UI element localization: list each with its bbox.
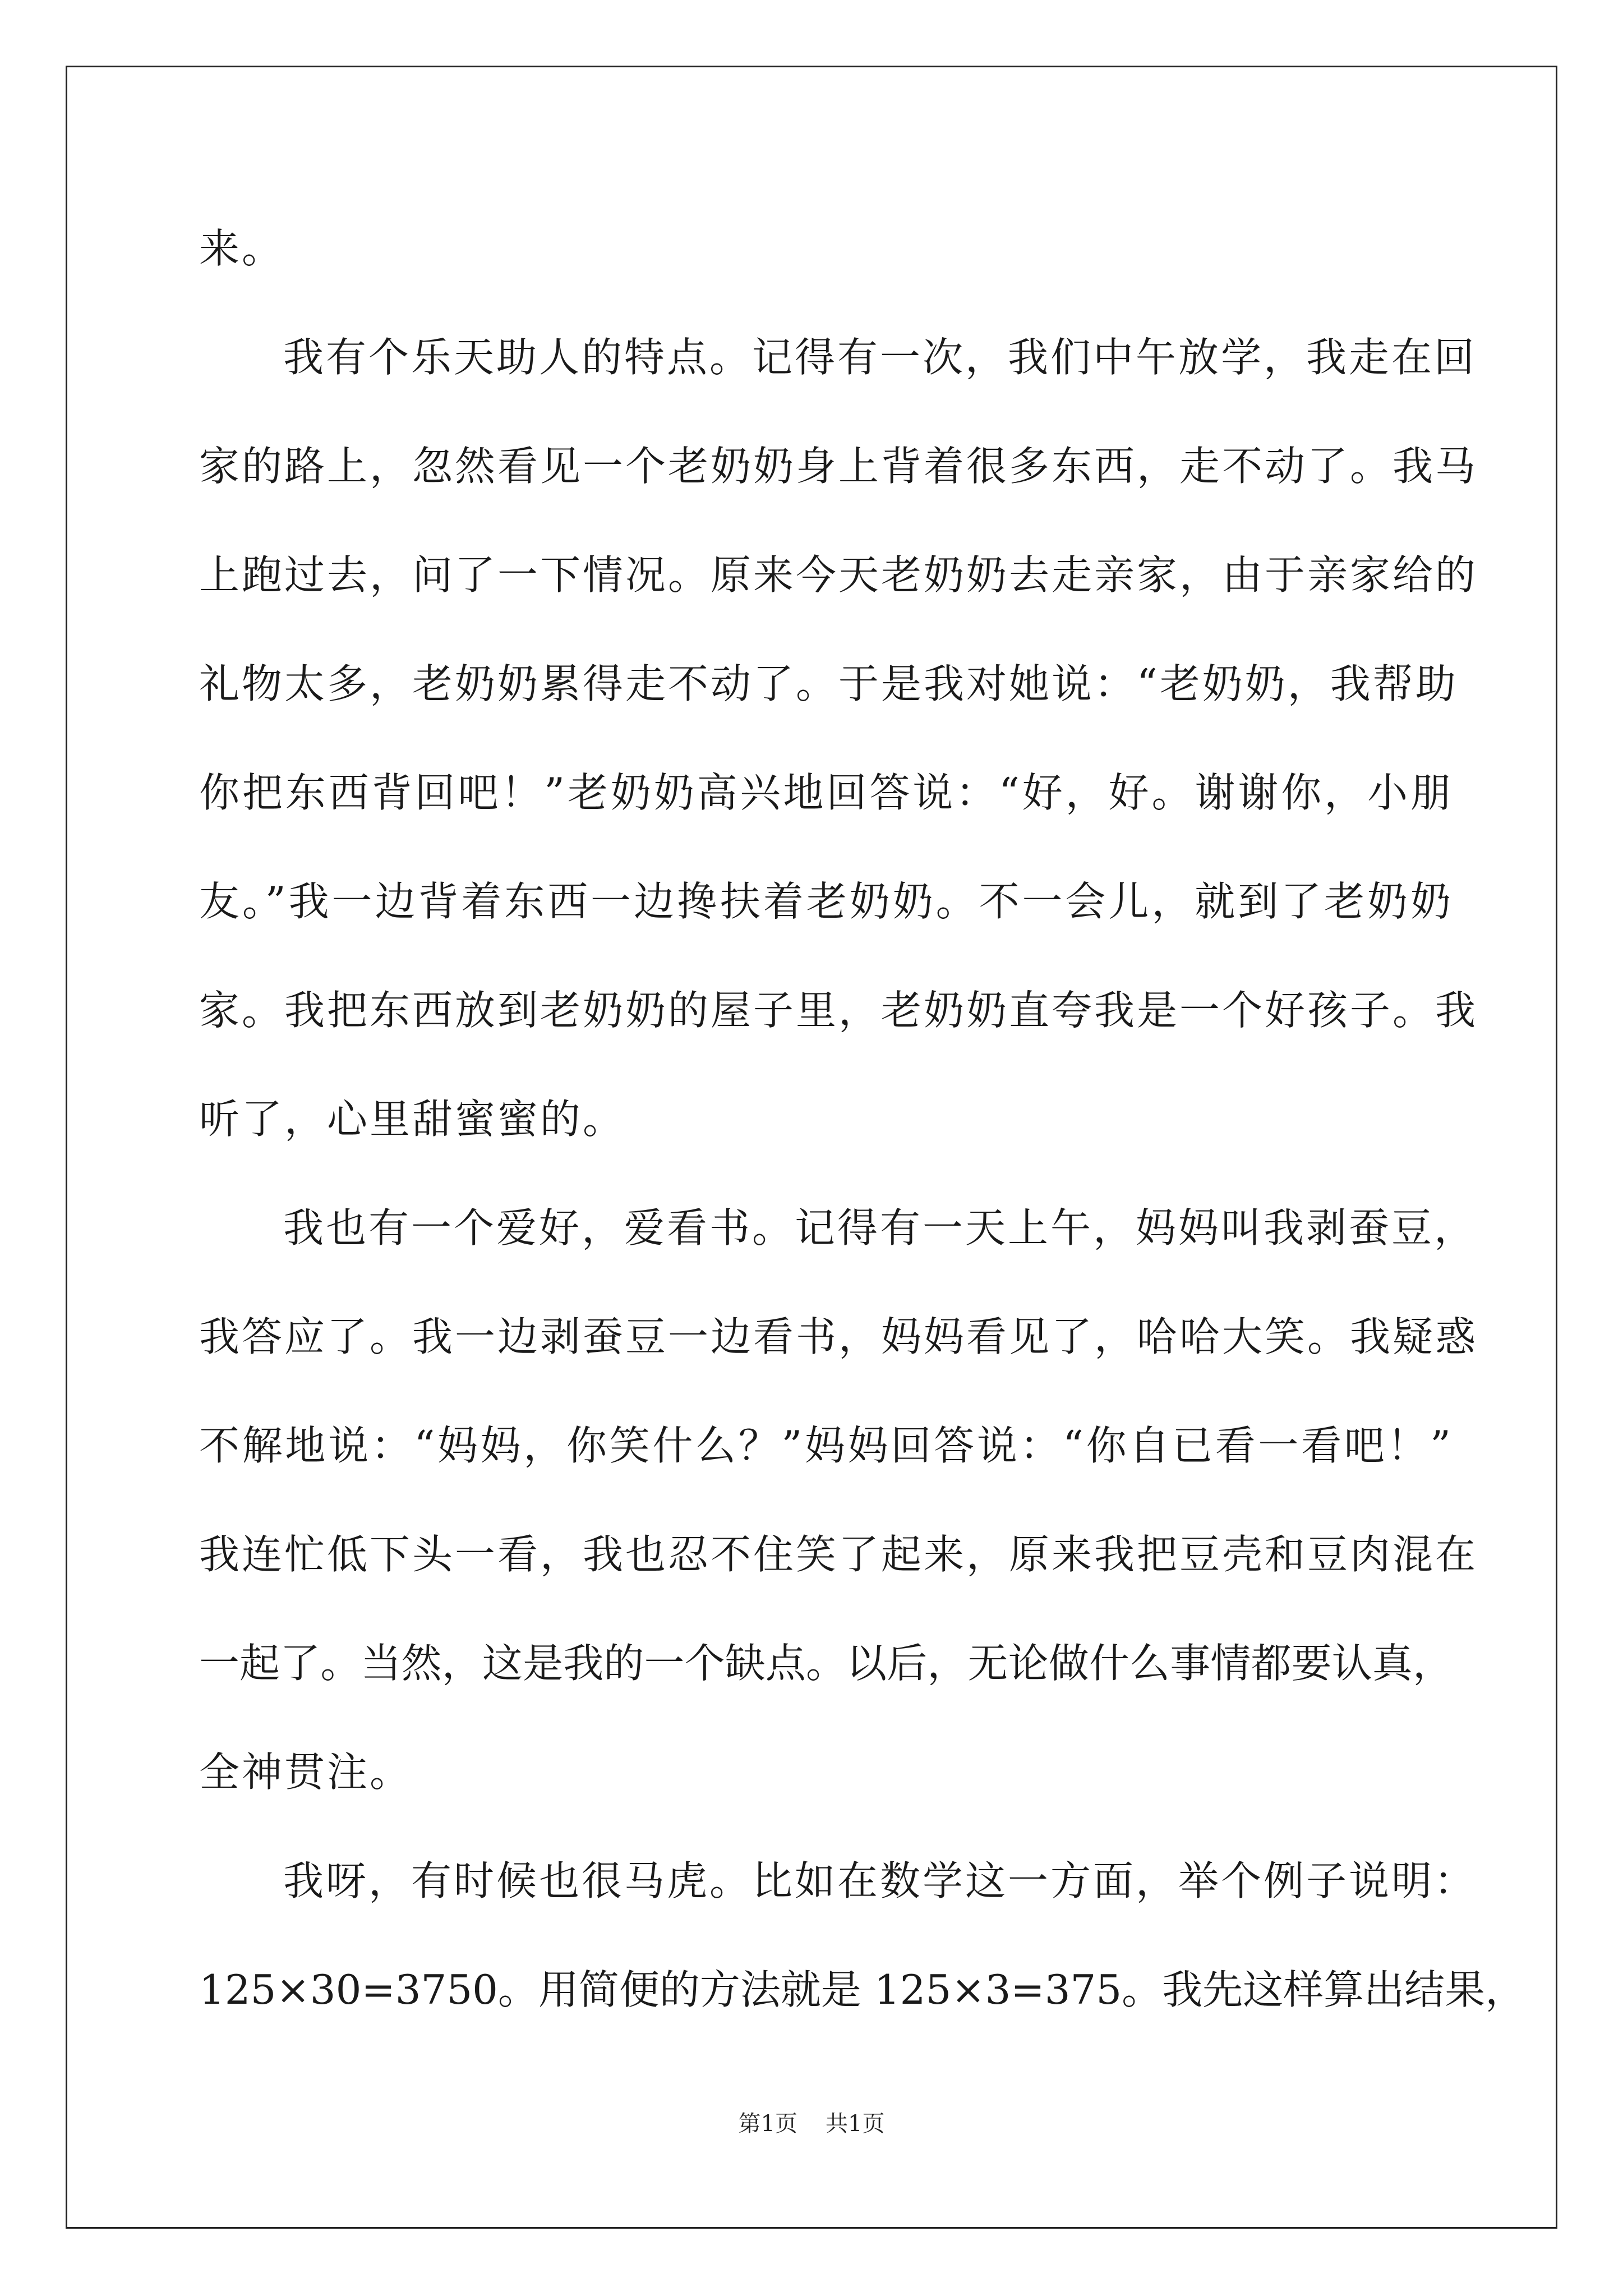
- text-line: 上跑过去，问了一下情况。原来今天老奶奶去走亲家，由于亲家给的: [199, 551, 1478, 599]
- text-line: 不解地说：“妈妈，你笑什么？”妈妈回答说：“你自已看一看吧！”: [199, 1422, 1453, 1469]
- text-line: 一起了。当然，这是我的一个缺点。以后，无论做什么事情都要认真，: [199, 1640, 1453, 1687]
- text-line: 你把东西背回吧！”老奶奶高兴地回答说：“好，好。谢谢你，小朋: [199, 769, 1453, 816]
- document-body: [199, 218, 1526, 2068]
- text-line: 125×30=3750。用简便的方法就是 125×3=375。我先这样算出结果，: [199, 1966, 1526, 2013]
- text-line: 来。: [199, 225, 285, 272]
- page-footer: [0, 2108, 1623, 2139]
- text-line: 我答应了。我一边剥蚕豆一边看书，妈妈看见了，哈哈大笑。我疑惑: [199, 1313, 1478, 1360]
- text-line: 礼物太多，老奶奶累得走不动了。于是我对她说：“老奶奶，我帮助: [199, 660, 1458, 707]
- paragraph-start-line: 我也有一个爱好，爱看书。记得有一天上午，妈妈叫我剥蚕豆，: [283, 1204, 1477, 1251]
- text-line: 全神贯注。: [199, 1749, 413, 1796]
- text-line: 友。”我一边背着东西一边搀扶着老奶奶。不一会儿，就到了老奶奶: [199, 878, 1453, 925]
- page-total: 共1页: [826, 2111, 885, 2137]
- paragraph-start-line: 我呀，有时候也很马虎。比如在数学这一方面，举个例子说明：: [283, 1857, 1477, 1904]
- page-number: 第1页: [738, 2111, 797, 2137]
- text-line: 家的路上，忽然看见一个老奶奶身上背着很多东西，走不动了。我马: [199, 443, 1478, 490]
- text-line: 我连忙低下头一看，我也忍不住笑了起来，原来我把豆壳和豆肉混在: [199, 1531, 1478, 1578]
- text-line: 家。我把东西放到老奶奶的屋子里，老奶奶直夸我是一个好孩子。我: [199, 987, 1478, 1034]
- text-line: 听了，心里甜蜜蜜的。: [199, 1096, 626, 1143]
- paragraph-start-line: 我有个乐天助人的特点。记得有一次，我们中午放学，我走在回: [283, 334, 1477, 381]
